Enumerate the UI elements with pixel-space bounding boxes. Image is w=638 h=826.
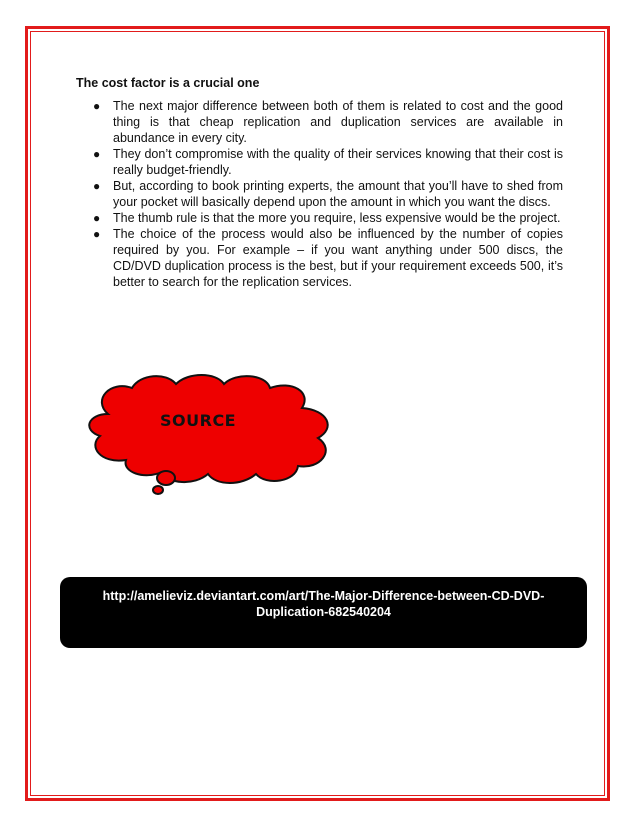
list-item — [90, 146, 563, 178]
list-item-text: But, according to book printing experts, the amount that you’ll have to shed from your pocket will basically depend upon the amount in which you want the discs. — [113, 179, 563, 209]
list-item-text: The thumb rule is that the more you require, less expensive would be the project. — [113, 211, 561, 225]
source-url-line-1: http://amelieviz.deviantart.com/art/The-Major-Difference-between-CD-DVD- — [102, 589, 545, 603]
bullet-icon: ● — [93, 211, 101, 225]
cloud-callout-icon — [70, 370, 340, 500]
list-item-text: The next major difference between both of them is related to cost and the good thing is that cheap replication and duplication services are available in abundance in every city. — [113, 99, 563, 145]
bullet-list — [90, 98, 563, 290]
source-box — [60, 577, 587, 648]
bullet-icon: ● — [93, 179, 101, 193]
list-item-text: The choice of the process would also be influenced by the number of copies required by you. For example – if you want anything under 500 discs, the CD/DVD duplication process is the best, but if your requirement exceeds 500, it’s better to search for the replication services. — [113, 227, 563, 289]
list-item-text: They don’t compromise with the quality of their services knowing that their cost is really budget-friendly. — [113, 147, 563, 177]
bullet-icon: ● — [93, 147, 101, 161]
list-item — [90, 210, 563, 226]
list-item — [90, 98, 563, 146]
list-item — [90, 178, 563, 210]
bullet-icon: ● — [93, 227, 101, 241]
bullet-icon: ● — [93, 99, 101, 113]
cloud-label: SOURCE — [160, 411, 237, 430]
source-url-line-2: Duplication-682540204 — [256, 605, 391, 619]
list-item — [90, 226, 563, 290]
section-heading: The cost factor is a crucial one — [76, 76, 260, 90]
